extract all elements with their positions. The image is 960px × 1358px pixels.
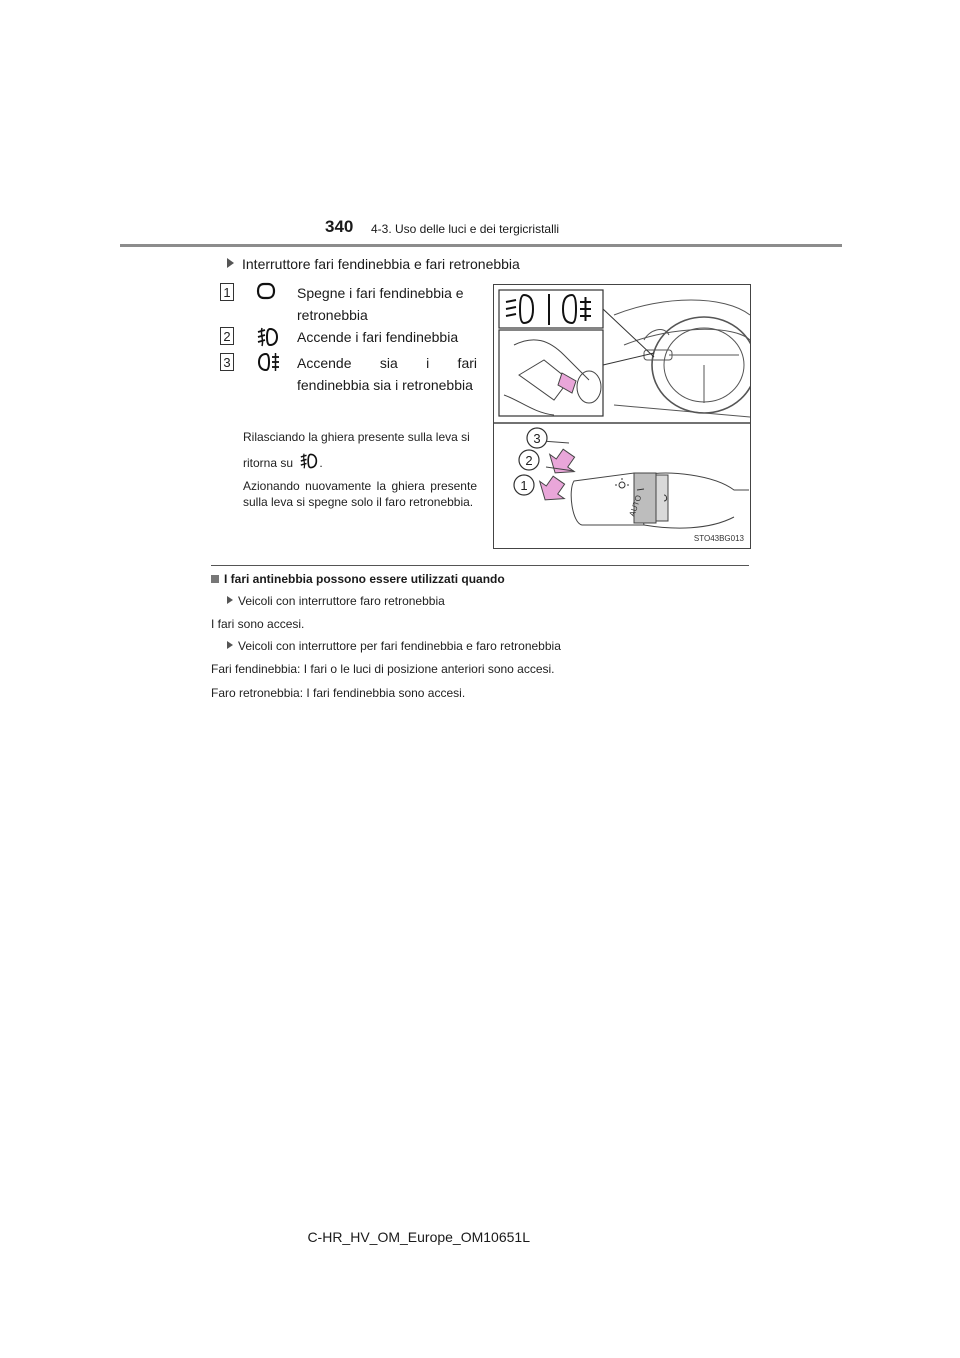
item-3-label: Accende sia i fari fendinebbia sia i retronebbia bbox=[297, 355, 477, 393]
svg-text:AUTO: AUTO bbox=[627, 493, 644, 518]
item-number-1 bbox=[220, 283, 234, 300]
section-heading bbox=[227, 256, 520, 272]
section-title: 4-3. Uso delle luci e dei tergicristalli bbox=[371, 222, 560, 236]
figure-code: STO43BG013 bbox=[693, 534, 744, 543]
case-2-heading-text: Veicoli con interruttore per fari fendinebbia e faro retronebbia bbox=[238, 639, 561, 653]
number-1-icon bbox=[220, 283, 234, 301]
fog-switch-illustration bbox=[493, 284, 751, 549]
case-1-text: I fari sono accesi. bbox=[211, 617, 305, 631]
item-number-2 bbox=[220, 327, 234, 344]
conditions-heading bbox=[211, 572, 505, 586]
conditions-title: I fari antinebbia possono essere utilizzati quando bbox=[224, 572, 505, 586]
header-divider bbox=[120, 244, 842, 247]
case-2-text-front: Fari fendinebbia: I fari o le luci di posizione anteriori sono accesi. bbox=[211, 662, 555, 676]
note-turn-again: Azionando nuovamente la ghiera presente sulla leva si spegne solo il faro retronebbia. bbox=[243, 479, 477, 509]
front-fog-icon bbox=[256, 326, 280, 348]
case-2-heading bbox=[227, 638, 561, 654]
svg-text:2: 2 bbox=[223, 329, 231, 344]
svg-text:3: 3 bbox=[223, 355, 231, 370]
case-1-heading-text: Veicoli con interruttore faro retronebbia bbox=[238, 594, 445, 608]
section-divider bbox=[211, 565, 749, 566]
document-footer: C-HR_HV_OM_Europe_OM10651L bbox=[307, 1229, 530, 1245]
rear-fog-icon bbox=[256, 351, 280, 373]
svg-text:1: 1 bbox=[223, 285, 231, 300]
triangle-bullet-icon bbox=[227, 641, 233, 649]
note-1-text: Rilasciando la ghiera presente sulla leva si ritorna su bbox=[243, 430, 470, 470]
number-3-icon bbox=[220, 353, 234, 371]
section-heading-text: Interruttore fari fendinebbia e fari retronebbia bbox=[242, 256, 520, 272]
triangle-bullet-icon bbox=[227, 258, 234, 268]
fog-off-icon bbox=[256, 281, 278, 301]
number-2-icon bbox=[220, 327, 234, 345]
page-number: 340 bbox=[325, 217, 354, 236]
case-2-text-rear: Faro retronebbia: I fari fendinebbia sono accesi. bbox=[211, 686, 466, 700]
callout-2: 2 bbox=[525, 453, 533, 468]
item-1-label: Spegne i fari fendinebbia e retronebbia bbox=[297, 285, 464, 323]
callout-3: 3 bbox=[533, 431, 541, 446]
note-1-end: . bbox=[319, 456, 323, 470]
front-fog-inline-icon bbox=[299, 452, 319, 470]
item-number-3 bbox=[220, 353, 234, 370]
item-2-label: Accende i fari fendinebbia bbox=[297, 329, 459, 345]
callout-1: 1 bbox=[520, 478, 528, 493]
triangle-bullet-icon bbox=[227, 596, 233, 604]
square-bullet-icon bbox=[211, 575, 219, 583]
note-release-ring bbox=[243, 424, 477, 476]
case-1-heading bbox=[227, 593, 445, 609]
fog-switch-drawing bbox=[494, 285, 750, 548]
